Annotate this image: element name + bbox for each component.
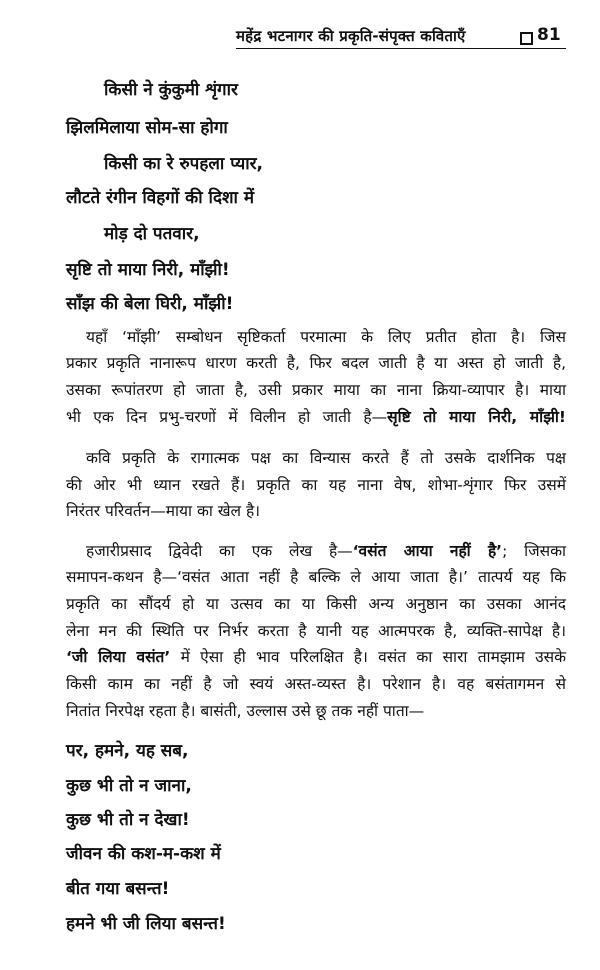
bold-quote: सृष्टि तो माया निरी, माँझी! <box>387 408 567 426</box>
page-number: 81 <box>537 25 561 45</box>
paragraph-line: उसका रूपांतरण हो जाता है, उसी प्रकार माया का नाना क्रिया-व्यापार है। माया <box>66 381 566 399</box>
header-title: महेंद्र भटनागर की प्रकृति-संपृक्त कविताएँ <box>236 27 466 45</box>
text-run: ; जिसका <box>502 542 566 560</box>
paragraph-line <box>66 406 566 428</box>
verse-line: साँझ की बेला घिरी, माँझी! <box>66 294 234 314</box>
paragraph-line: यहाँ ‘माँझी’ सम्बोधन सृष्टिकर्ता परमात्मा के लिए प्रतीत होता है। जिस <box>86 328 566 346</box>
paragraph-line <box>86 540 566 562</box>
text-run: में ऐसा ही भाव परिलक्षित है। वसंत का सारा तामझाम उसके <box>170 648 567 666</box>
paragraph-line: लेना मन की स्थिति पर निर्भर करता है यानी यह आत्मपरक है, व्यक्ति-सापेक्ष है। <box>66 622 566 640</box>
verse-line: किसी का रे रुपहला प्यार, <box>104 154 264 174</box>
paragraph-line: प्रकृति का सौंदर्य हो या उत्सव का या किसी अन्य अनुष्ठान का उसका आनंद <box>66 595 566 613</box>
verse-line: झिलमिलाया सोम-सा होगा <box>66 118 228 138</box>
paragraph-line: कवि प्रकृति के रागात्मक पक्ष का विन्यास करते हैं तो उसके दार्शनिक पक्ष <box>86 449 566 467</box>
verse-line: हमने भी जी लिया बसन्त! <box>66 914 226 934</box>
paragraph-line <box>66 646 566 668</box>
verse-line: जीवन की कश-म-कश में <box>66 844 221 864</box>
paragraph-line: समापन-कथन है—‘वसंत आता नहीं है बल्कि ले आया जाता है।’ तात्पर्य यह कि <box>66 568 566 586</box>
verse-line: पर, हमने, यह सब, <box>66 741 189 761</box>
text-run: भी एक दिन प्रभु-चरणों में विलीन हो जाती है— <box>66 408 388 426</box>
paragraph-line: की ओर भी ध्यान रखते हैं। प्रकृति का यह नाना वेष, शोभा-शृंगार फिर उसमें <box>66 476 566 494</box>
verse-line: लौटते रंगीन विहगों की दिशा में <box>66 188 255 208</box>
verse-line: मोड़ दो पतवार, <box>104 224 200 244</box>
verse-line: कुछ भी तो न देखा! <box>66 810 190 830</box>
verse-line: बीत गया बसन्त! <box>66 879 170 899</box>
verse-line: कुछ भी तो न जाना, <box>66 776 192 796</box>
text-run: हजारीप्रसाद द्विवेदी का एक लेख है— <box>86 542 353 560</box>
bold-title: ‘वसंत आया नहीं है’ <box>352 542 503 560</box>
verse-line: किसी ने कुंकुमी शृंगार <box>104 80 238 100</box>
bold-title: ‘जी लिया वसंत’ <box>66 648 171 666</box>
verse-line: सृष्टि तो माया निरी, माँझी! <box>66 260 230 280</box>
paragraph-line: नितांत निरपेक्ष रहता है। बासंती, उल्लास उसे छू तक नहीं पाता— <box>66 702 425 720</box>
paragraph-line: निरंतर परिवर्तन—माया का खेल है। <box>66 502 261 520</box>
paragraph-line: प्रकार प्रकृति नानारूप धारण करती है, फिर बदल जाती है या अस्त हो जाती है, <box>66 354 566 372</box>
paragraph-line: किसी काम का नहीं है जो स्वयं अस्त-व्यस्त है। परेशान है। वह बसंतागमन से <box>66 675 566 693</box>
